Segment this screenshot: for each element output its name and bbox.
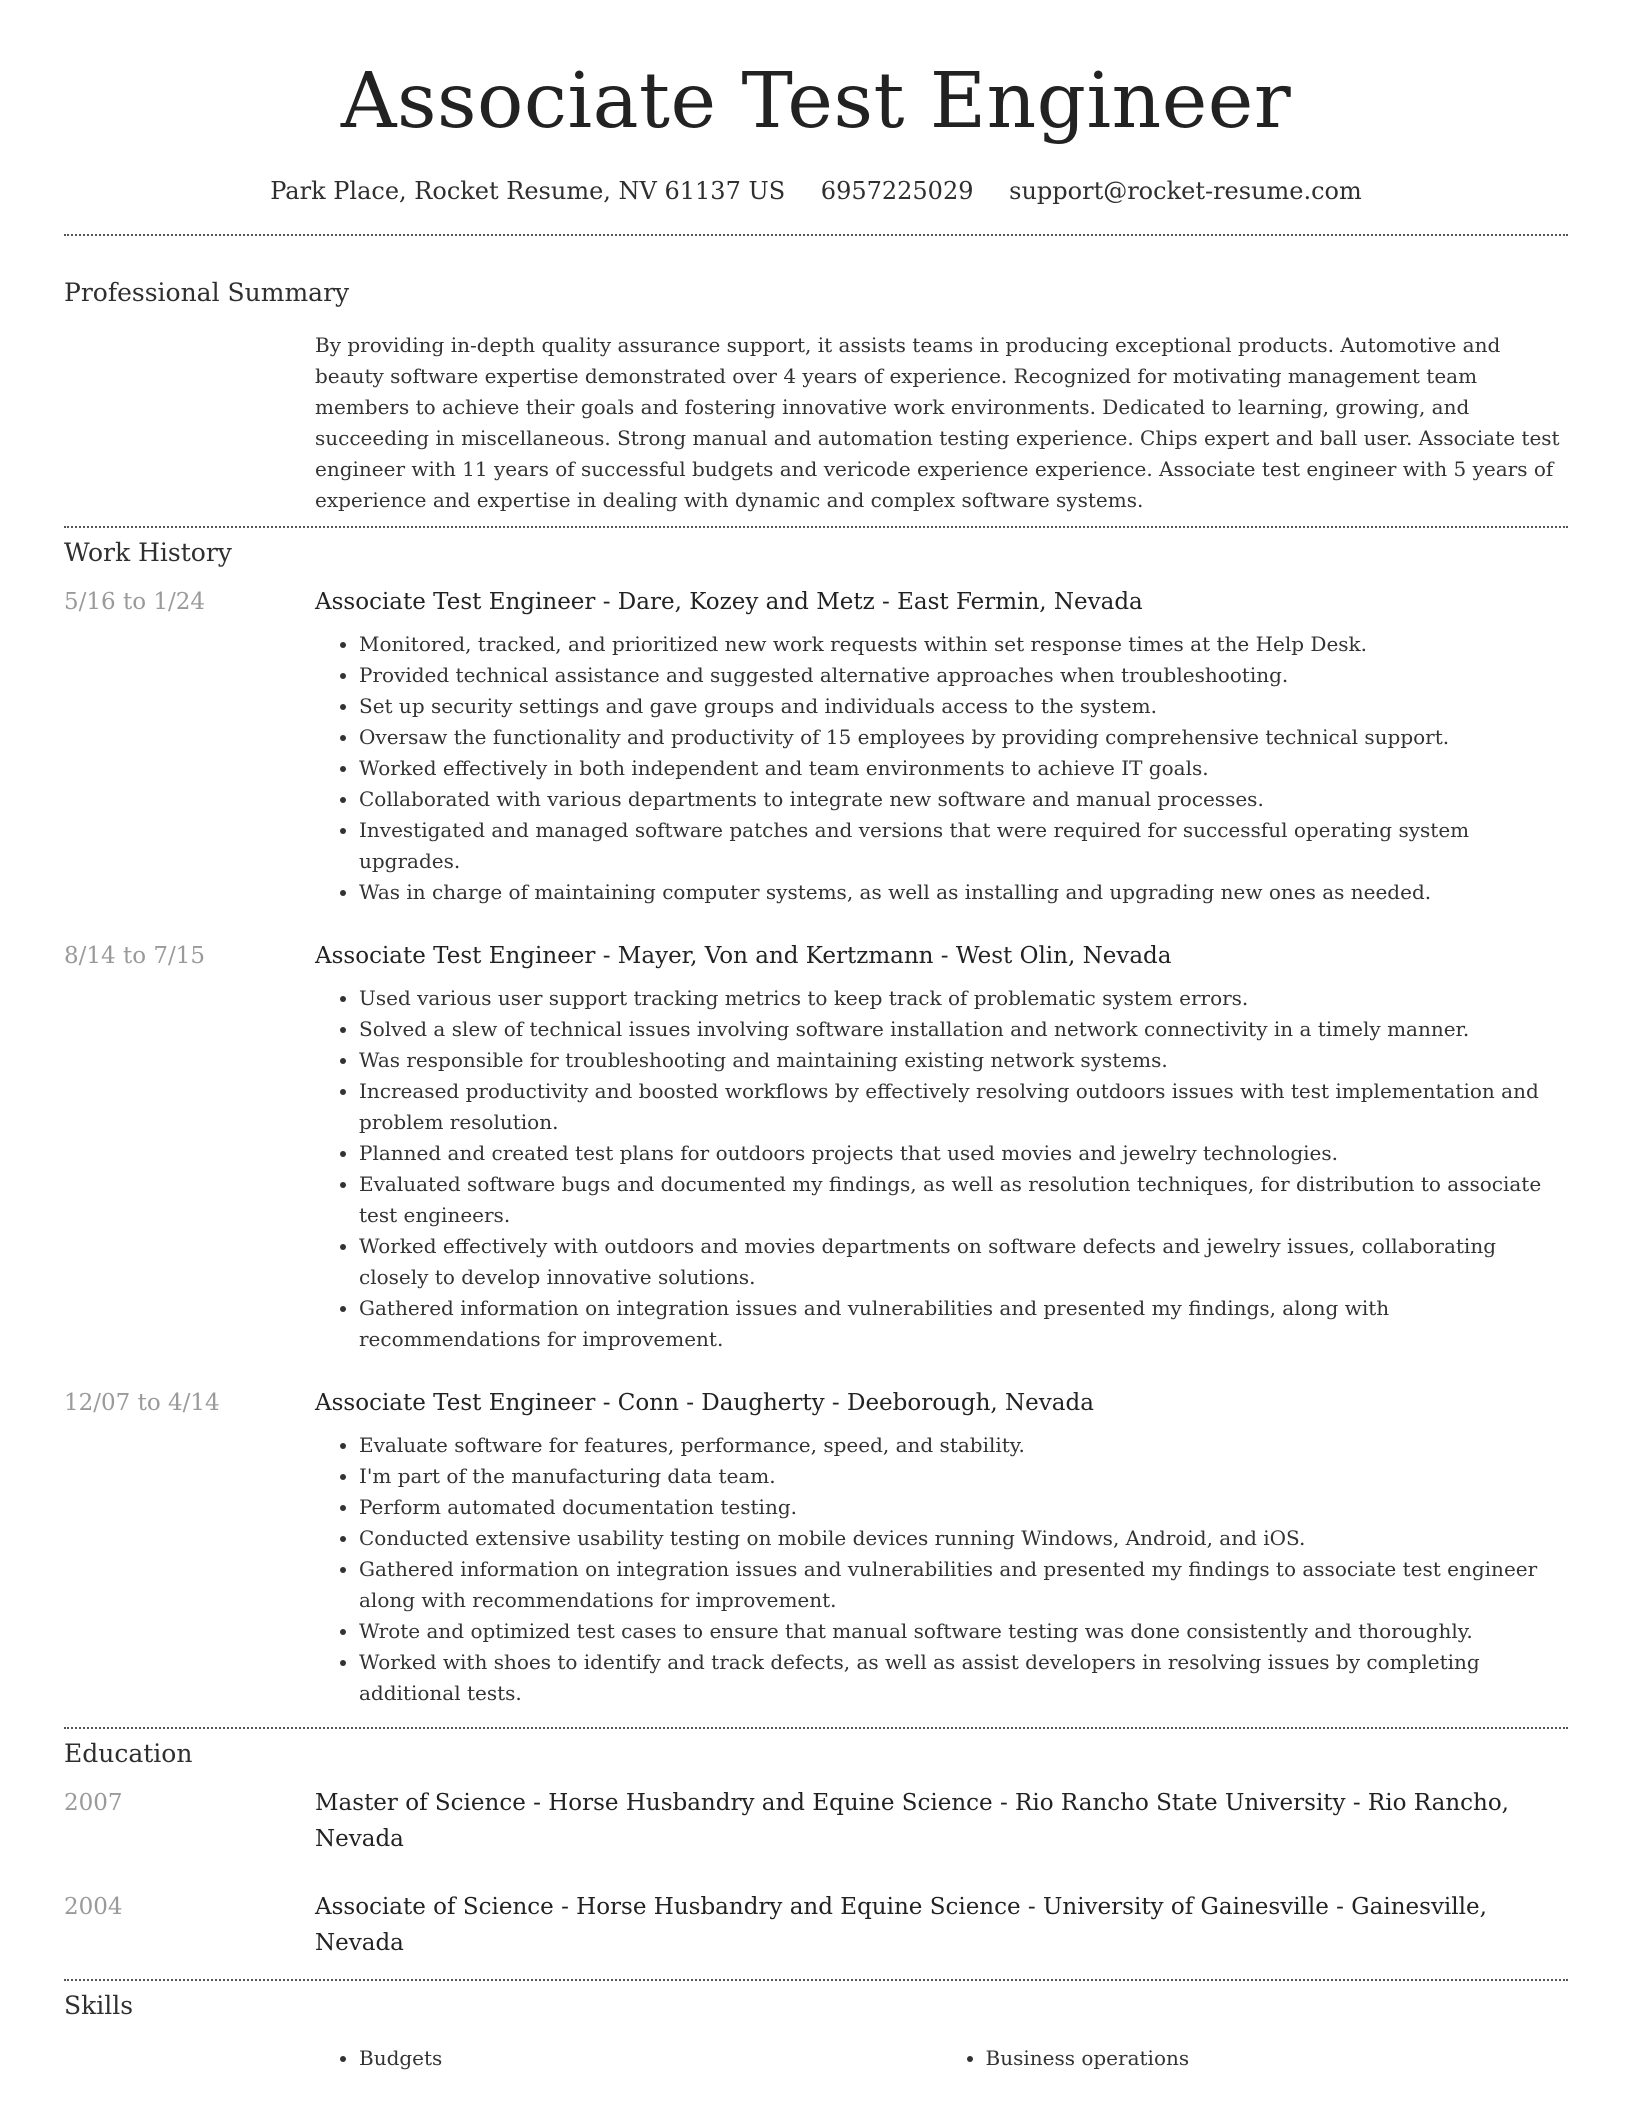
job-bullet: • Perform automated documentation testing. [359, 1492, 1568, 1523]
job-bullet: • Worked effectively in both independent and team environments to achieve IT goals. [359, 753, 1568, 784]
job-bullet: • Provided technical assistance and suggested alternative approaches when troubleshooting. [359, 660, 1568, 691]
skills-heading: Skills [64, 1991, 134, 2020]
job-title: Associate Test Engineer - Conn - Daugherty - Deeborough, Nevada [315, 1390, 1094, 1416]
job-title: Associate Test Engineer - Dare, Kozey and Metz - East Fermin, Nevada [315, 589, 1143, 615]
job-bullet: • Worked effectively with outdoors and movies departments on software defects and jewelry issues, collaborating closely to develop innovative solutions. [359, 1231, 1568, 1293]
section-divider [64, 526, 1568, 528]
skill-item: • Business operations [986, 2043, 1569, 2074]
job-bullet: • Gathered information on integration issues and vulnerabilities and presented my findings to associate test engineer along with recommendations for improvement. [359, 1554, 1568, 1616]
job-entry [64, 1385, 1568, 1709]
job-bullet: • Evaluate software for features, performance, speed, and stability. [359, 1430, 1568, 1461]
skills-column-left [315, 2043, 942, 2074]
job-title: Associate Test Engineer - Mayer, Von and Kertzmann - West Olin, Nevada [315, 943, 1172, 969]
contact-line [64, 174, 1568, 208]
job-bullet: • Was in charge of maintaining computer systems, as well as installing and upgrading new ones as needed. [359, 877, 1568, 908]
job-bullet: • Increased productivity and boosted workflows by effectively resolving outdoors issues with test implementation and problem resolution. [359, 1076, 1568, 1138]
job-bullet: • Evaluated software bugs and documented my findings, as well as resolution techniques, for distribution to associate test engineers. [359, 1169, 1568, 1231]
summary-heading: Professional Summary [64, 278, 350, 307]
job-bullet: • Was responsible for troubleshooting and maintaining existing network systems. [359, 1045, 1568, 1076]
job-dates: 8/14 to 7/15 [64, 943, 206, 969]
job-bullets [315, 629, 1568, 908]
job-bullet: • Worked with shoes to identify and track defects, as well as assist developers in resolving issues by completing additional tests. [359, 1647, 1568, 1709]
job-bullets [315, 1430, 1568, 1709]
job-bullet: • Gathered information on integration issues and vulnerabilities and presented my findings, along with recommendations for improvement. [359, 1293, 1568, 1355]
job-bullet: • Solved a slew of technical issues involving software installation and network connectivity in a timely manner. [359, 1014, 1568, 1045]
skills-list [315, 2043, 1568, 2074]
skill-item: • Budgets [359, 2043, 942, 2074]
section-divider [64, 234, 1568, 236]
work-history-heading: Work History [64, 538, 232, 567]
resume-page [64, 0, 1568, 2074]
education-entry [64, 1889, 1568, 1961]
resume-name-heading: Associate Test Engineer [340, 57, 1292, 146]
job-dates: 12/07 to 4/14 [64, 1390, 220, 1416]
job-bullet: • Planned and created test plans for outdoors projects that used movies and jewelry technologies. [359, 1138, 1568, 1169]
summary-text: By providing in-depth quality assurance support, it assists teams in producing exceptional products. Automotive and beauty software expertise demonstrated over 4 years of experience. Recognized for motivating management team members to achieve their goals and fostering innovative work environments. Dedicated to learning, growing, and succeeding in miscellaneous. Strong manual and automation testing experience. Chips expert and ball user. Associate test engineer with 11 years of successful budgets and vericode experience experience. Associate test engineer with 5 years of experience and expertise in dealing with dynamic and complex software systems. [315, 333, 1560, 512]
education-year: 2004 [64, 1894, 123, 1920]
job-bullet: • Wrote and optimized test cases to ensure that manual software testing was done consistently and thoroughly. [359, 1616, 1568, 1647]
education-heading: Education [64, 1739, 193, 1768]
section-divider [64, 1727, 1568, 1729]
job-bullet: • I'm part of the manufacturing data team. [359, 1461, 1568, 1492]
skills-column-right [942, 2043, 1569, 2074]
job-bullet: • Used various user support tracking metrics to keep track of problematic system errors. [359, 983, 1568, 1014]
job-bullet: • Monitored, tracked, and prioritized new work requests within set response times at the Help Desk. [359, 629, 1568, 660]
education-entry [64, 1785, 1568, 1857]
contact-address: Park Place, Rocket Resume, NV 61137 US [270, 177, 786, 205]
job-bullet: • Conducted extensive usability testing on mobile devices running Windows, Android, and iOS. [359, 1523, 1568, 1554]
section-divider [64, 1979, 1568, 1981]
job-bullets [315, 983, 1568, 1355]
job-bullet: • Oversaw the functionality and productivity of 15 employees by providing comprehensive technical support. [359, 722, 1568, 753]
job-bullet: • Collaborated with various departments to integrate new software and manual processes. [359, 784, 1568, 815]
job-dates: 5/16 to 1/24 [64, 589, 206, 615]
contact-email: support@rocket-resume.com [1009, 177, 1362, 205]
job-entry [64, 584, 1568, 908]
education-year: 2007 [64, 1790, 123, 1816]
contact-phone: 6957225029 [820, 177, 974, 205]
job-bullet: • Investigated and managed software patches and versions that were required for successful operating system upgrades. [359, 815, 1568, 877]
job-entry [64, 938, 1568, 1355]
job-bullet: • Set up security settings and gave groups and individuals access to the system. [359, 691, 1568, 722]
education-degree: Associate of Science - Horse Husbandry and Equine Science - University of Gainesville - Gainesville, Nevada [315, 1894, 1487, 1956]
education-degree: Master of Science - Horse Husbandry and Equine Science - Rio Rancho State University - Rio Rancho, Nevada [315, 1790, 1509, 1852]
